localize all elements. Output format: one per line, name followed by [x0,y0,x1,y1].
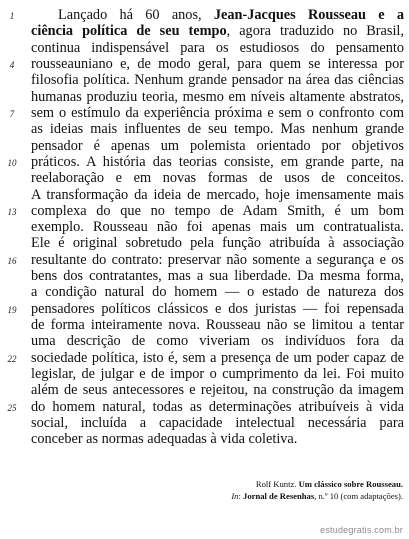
citation-text: , n.º 10 (com adaptações). [314,491,403,501]
citation-bold-text: Jornal de Resenhas [243,491,315,501]
line-text: continua indispensável para os estudiosos do pensamento [31,39,404,56]
citation-italic-text: In [231,491,239,501]
passage-line [31,431,404,447]
line-text: sem o estímulo da experiência próxima e sem o confronto com [31,104,404,121]
passage-line [31,252,404,268]
line-text: Lançado há 60 anos, [58,7,214,23]
line-number: 1 [9,11,15,21]
line-number: 19 [7,304,17,315]
bold-title-text: ciência política de seu tempo [31,23,227,40]
line-text: conceber as normas adequadas à vida coletiva. [31,431,298,448]
passage-line [31,154,404,170]
passage-line [31,89,404,105]
passage-line [31,268,404,284]
line-text: uma descrição de como viveriam os indivíduos fora da [31,333,404,350]
passage-line [31,235,404,251]
line-text: rousseauniano e, de modo geral, para quem se interessa por [31,55,404,72]
line-text: sociedade política, isto é, sem a presença de um poder capaz de [31,349,404,366]
line-text: legislar, de julgar e de impor o cumprimento da lei. Foi muito [31,366,404,383]
line-text: práticos. A história das teorias consiste, em grande parte, na [31,153,404,170]
line-text: Ele é original sobretudo pela função atribuída à associação [31,235,404,252]
passage-line [31,203,404,219]
line-text: humanas produziu teoria, mesmo em níveis altamente abstratos, [31,88,404,105]
line-number: 10 [7,157,17,168]
passage-line [31,366,404,382]
passage-line [31,138,404,154]
line-text: reelaboração e em novas formas de usos de conceitos. [31,170,404,187]
line-number: 22 [7,353,17,364]
passage-line [31,121,404,137]
line-text: filosofia política. Nenhum grande pensador na área das ciências [31,72,404,89]
passage-line [31,317,404,333]
line-text: bens dos contratantes, mas a sua liberdade. Da mesma forma, [31,268,404,285]
line-number: 25 [7,402,17,413]
passage-line [31,187,404,203]
passage-line [31,219,404,235]
line-text: A transformação da ideia de mercado, hoje imensamente mais [31,186,404,203]
line-text: as ideias mais influentes de seu tempo. Mas nenhum grande [31,121,404,138]
citation-line-2 [231,491,403,502]
bold-title-text: Jean-Jacques Rousseau e a [213,7,404,23]
passage-line [31,170,404,186]
line-text: além de seus antecessores e rejeitou, na construção da imagem [31,382,404,399]
line-number: 16 [7,255,17,266]
line-text: exemplo. Rousseau não foi apenas mais um contratualista. [31,219,404,236]
line-text: do homem natural, todas as determinações atribuíveis à vida [31,398,404,415]
citation-text: Rolf Kuntz. [255,479,299,489]
passage-line [31,415,404,431]
line-text: social, incluída a capacidade intelectual necessária para [31,415,404,431]
line-text: resultante do contrato: preservar não somente a segurança e os [31,251,404,268]
passage-line [31,333,404,349]
watermark: estudegratis.com.br [320,525,403,535]
citation-text: : [238,491,244,501]
passage-line [31,382,404,398]
passage-line [58,7,404,23]
line-text: , agora traduzido no Brasil, [226,23,404,40]
passage-line [31,56,404,72]
citation-bold-text: Um clássico sobre Rousseau. [298,479,403,489]
citation-line-1 [256,479,403,490]
line-text: pensadores políticos clássicos e dos juristas — foi repensada [31,300,404,317]
passage-line [31,40,404,56]
line-text: a condição natural do homem — o estado de natureza dos [31,284,404,301]
passage-line [31,23,404,39]
passage-line [31,399,404,415]
line-text: complexa do que no tempo de Adam Smith, é um bom [31,202,404,219]
line-number: 4 [9,59,15,70]
line-number: 7 [9,108,15,119]
line-text: de forma inteiramente nova. Rousseau não se limitou a tentar [31,317,404,334]
passage-line [31,301,404,317]
passage-line [31,105,404,121]
line-number: 13 [7,206,17,217]
passage-line [31,284,404,300]
line-text: pensador é apenas um polemista orientado por objetivos [31,137,404,154]
passage-line [31,350,404,366]
passage-line [31,72,404,88]
